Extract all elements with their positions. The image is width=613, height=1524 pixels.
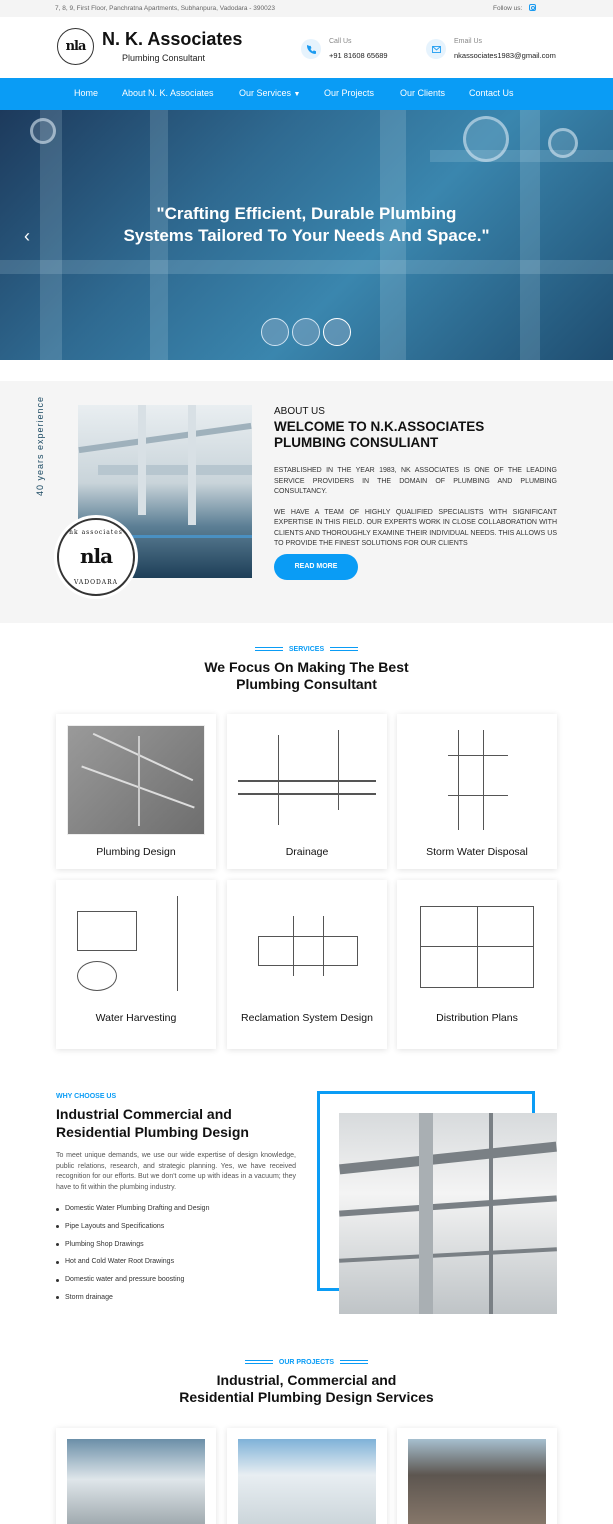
why-title: Industrial Commercial and Residential Plumbing Design — [56, 1106, 249, 1140]
service-caption: Drainage — [285, 846, 329, 858]
nav-clients[interactable]: Our Clients — [400, 88, 446, 98]
services-title-line: Plumbing Consultant — [236, 676, 377, 692]
drawing-line — [238, 780, 376, 782]
about-subtitle: ABOUT US — [274, 406, 325, 417]
brand-name[interactable]: N. K. Associates — [102, 29, 243, 49]
hero-title: "Crafting Efficient, Durable Plumbing Systems Tailored To Your Needs And Space." — [123, 204, 490, 245]
slider-thumb[interactable] — [323, 318, 351, 346]
why-paragraph: To meet unique demands, we use our wide expertise of design knowledge, public relations, research, and strategic planning. Yes, we have received recognition for our efforts. But we don't come up with ideas in a vacuum; they have to fit within the plumbing industry. — [56, 1152, 296, 1191]
drawing-line — [477, 906, 478, 988]
follow-label: Follow us: — [493, 5, 523, 12]
top-bar — [0, 0, 613, 17]
service-image — [67, 891, 205, 1001]
projects-tag — [0, 1359, 613, 1366]
drawing-line — [177, 896, 178, 991]
main-nav — [0, 78, 613, 110]
tag-bars — [255, 647, 283, 651]
hero-pipe — [40, 110, 62, 360]
duct-line — [188, 405, 196, 525]
project-card[interactable] — [56, 1428, 216, 1524]
project-card[interactable] — [227, 1428, 387, 1524]
about-section — [0, 381, 613, 623]
service-image — [67, 725, 205, 835]
projects-title — [0, 1372, 613, 1406]
drawing-line — [77, 911, 137, 951]
why-list — [56, 1205, 209, 1312]
phone-icon — [301, 39, 321, 59]
drawing-line — [458, 730, 459, 830]
list-item: Hot and Cold Water Root Drawings — [56, 1258, 209, 1276]
service-card[interactable] — [56, 880, 216, 1049]
tag-bars — [330, 647, 358, 651]
service-caption: Distribution Plans — [436, 1012, 518, 1024]
company-seal — [57, 518, 135, 596]
read-more-button[interactable]: READ MORE — [274, 554, 358, 580]
slider-thumb[interactable] — [292, 318, 320, 346]
about-paragraph: ESTABLISHED IN THE YEAR 1983, NK ASSOCIATES IS ONE OF THE LEADING SERVICE PROVIDERS IN THE DOMAIN OF PLUMBING AND PLUMBING CONSULTANCY. — [274, 467, 557, 495]
service-card[interactable] — [227, 714, 387, 869]
seal-logo: nla — [79, 544, 113, 568]
about-paragraph: WE HAVE A TEAM OF HIGHLY QUALIFIED SPECIALISTS WITH SIGNIFICANT EXPERTISE IN THIS FIELD. OUR EXPERTS WORK IN CLOSE COLLABORATION WITH CLIENTS AND THOROUGHLY EXAMINE THEIR INDIVIDUAL NEEDS. THIS ALLOWS US TO PROVIDE THE FINEST SOLUTIONS FOR OUR CLIENTS — [274, 508, 557, 547]
nav-services[interactable] — [239, 88, 300, 98]
drawing-line — [238, 793, 376, 795]
seal-top-text: nk associates — [69, 529, 123, 536]
email-icon — [426, 39, 446, 59]
brand-tagline: Plumbing Consultant — [122, 53, 206, 63]
tag-bars — [340, 1360, 368, 1364]
services-tag-label: SERVICES — [288, 646, 325, 653]
duct-line — [339, 1142, 557, 1175]
service-image — [238, 725, 376, 835]
drawing-line — [448, 795, 508, 796]
service-image — [408, 891, 546, 1001]
drawing-line — [278, 735, 279, 825]
pressure-gauge — [548, 128, 578, 158]
pressure-gauge — [463, 116, 509, 162]
service-caption: Storm Water Disposal — [426, 846, 528, 858]
duct-line — [419, 1113, 433, 1314]
list-item: Pipe Layouts and Specifications — [56, 1223, 209, 1241]
service-card[interactable] — [56, 714, 216, 869]
services-title — [0, 659, 613, 693]
about-title: WELCOME TO N.K.ASSOCIATES PLUMBING CONSULIANT — [274, 419, 485, 450]
duct-line — [489, 1113, 493, 1314]
service-caption: Water Harvesting — [95, 1012, 177, 1024]
drawing-line — [448, 755, 508, 756]
nav-home[interactable]: Home — [74, 88, 99, 98]
call-number[interactable]: +91 81608 65689 — [329, 51, 388, 60]
address-text: 7, 8, 9, First Floor, Panchratna Apartments, Subhanpura, Vadodara - 390023 — [55, 5, 275, 12]
duct-line — [138, 405, 146, 515]
services-tag — [0, 646, 613, 653]
list-item: Storm drainage — [56, 1294, 209, 1312]
drawing-line — [77, 961, 117, 991]
nav-services-label: Our Services — [239, 88, 292, 98]
service-caption: Reclamation System Design — [241, 1012, 373, 1024]
instagram-icon[interactable] — [529, 4, 536, 11]
project-image — [408, 1439, 546, 1524]
service-caption: Plumbing Design — [96, 846, 176, 858]
drawing-line — [323, 916, 324, 976]
project-card[interactable] — [397, 1428, 557, 1524]
drawing-line — [258, 936, 358, 966]
why-image — [339, 1113, 557, 1314]
projects-title-line: Industrial, Commercial and — [216, 1372, 397, 1388]
project-image — [67, 1439, 205, 1524]
tag-bars — [245, 1360, 273, 1364]
email-address[interactable]: nkassociates1983@gmail.com — [454, 51, 556, 60]
logo[interactable] — [57, 28, 94, 65]
duct-line — [339, 1195, 557, 1216]
chevron-down-icon: ▼ — [293, 91, 301, 98]
seal-bottom-text: VADODARA — [74, 579, 118, 586]
email-label: Email Us — [454, 38, 483, 45]
service-image — [408, 725, 546, 835]
call-label: Call Us — [329, 38, 352, 45]
slider-prev-arrow[interactable]: ‹ — [24, 226, 30, 246]
duct-line — [339, 1247, 557, 1262]
nav-about[interactable]: About N. K. Associates — [122, 88, 214, 98]
hero-pipe — [430, 150, 613, 162]
hero-slider — [0, 110, 613, 360]
projects-title-line: Residential Plumbing Design Services — [179, 1389, 434, 1405]
drawing-line — [93, 733, 194, 781]
service-image — [238, 891, 376, 1001]
pressure-gauge — [30, 118, 56, 144]
list-item: Domestic Water Plumbing Drafting and Design — [56, 1205, 209, 1223]
drawing-line — [138, 736, 140, 826]
service-card[interactable] — [227, 880, 387, 1049]
why-tag: WHY CHOOSE US — [56, 1093, 117, 1100]
list-item: Plumbing Shop Drawings — [56, 1241, 209, 1259]
service-card[interactable] — [397, 714, 557, 869]
list-item: Domestic water and pressure boosting — [56, 1276, 209, 1294]
project-image — [238, 1439, 376, 1524]
projects-tag-label: OUR PROJECTS — [278, 1359, 335, 1366]
slider-thumb[interactable] — [261, 318, 289, 346]
drawing-line — [293, 916, 294, 976]
nav-contact[interactable]: Contact Us — [469, 88, 514, 98]
drawing-line — [338, 730, 339, 810]
duct-line — [98, 465, 252, 475]
drawing-line — [483, 730, 484, 830]
site-header — [0, 17, 613, 78]
services-title-line: We Focus On Making The Best — [204, 659, 409, 675]
duct-line — [78, 423, 251, 453]
nav-projects[interactable]: Our Projects — [324, 88, 375, 98]
experience-text: 40 years experience — [35, 395, 45, 496]
hero-pipe — [520, 110, 540, 360]
service-card[interactable] — [397, 880, 557, 1049]
about-text — [274, 406, 557, 550]
logo-text: nla — [65, 39, 86, 54]
